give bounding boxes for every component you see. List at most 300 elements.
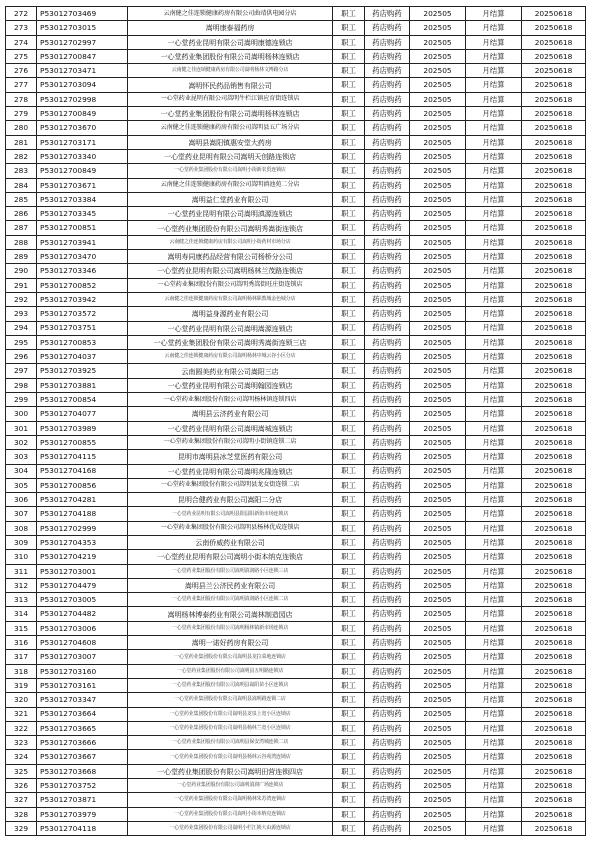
- settlement-category-cell: 药店购药: [365, 535, 410, 549]
- row-number-cell: 296: [6, 350, 37, 364]
- period-cell: 202505: [410, 149, 466, 163]
- period-cell: 202505: [410, 407, 466, 421]
- period-cell: 202505: [410, 64, 466, 78]
- settlement-date-cell: 20250618: [522, 149, 586, 163]
- settlement-method-cell: 月结算: [466, 7, 522, 21]
- table-row: [6, 793, 586, 807]
- insured-type-cell: 职工: [333, 750, 365, 764]
- period-cell: 202505: [410, 350, 466, 364]
- table-row: [6, 35, 586, 49]
- period-cell: 202505: [410, 721, 466, 735]
- settlement-date-cell: 20250618: [522, 550, 586, 564]
- institution-name-cell: 一心堂药业集团股份有限公司嵩明县保安湾城连锁二店: [128, 736, 333, 750]
- institution-code-cell: P53012703384: [37, 192, 128, 206]
- settlement-category-cell: 药店购药: [365, 807, 410, 821]
- insured-type-cell: 职工: [333, 736, 365, 750]
- settlement-date-cell: 20250618: [522, 335, 586, 349]
- institution-name-cell: 一心堂药业集团股份有限公司嵩明秀嵩街连锁店: [128, 221, 333, 235]
- row-number-cell: 305: [6, 478, 37, 492]
- settlement-category-cell: 药店购药: [365, 350, 410, 364]
- settlement-method-cell: 月结算: [466, 321, 522, 335]
- institution-name-cell: 云南健之佳连锁健康药房有限公司嵩明杨林文博路分店: [128, 64, 333, 78]
- insured-type-cell: 职工: [333, 292, 365, 306]
- period-cell: 202505: [410, 707, 466, 721]
- table-row: [6, 478, 586, 492]
- insured-type-cell: 职工: [333, 121, 365, 135]
- settlement-method-cell: 月结算: [466, 764, 522, 778]
- settlement-method-cell: 月结算: [466, 250, 522, 264]
- settlement-date-cell: 20250618: [522, 721, 586, 735]
- settlement-date-cell: 20250618: [522, 421, 586, 435]
- settlement-category-cell: 药店购药: [365, 92, 410, 106]
- row-number-cell: 299: [6, 393, 37, 407]
- period-cell: 202505: [410, 250, 466, 264]
- settlement-category-cell: 药店购药: [365, 607, 410, 621]
- institution-name-cell: 一心堂药业集团股份有限公司嵩明杨林连锁店: [128, 49, 333, 63]
- insured-type-cell: 职工: [333, 278, 365, 292]
- settlement-category-cell: 药店购药: [365, 578, 410, 592]
- institution-name-cell: 云南圆美药业有限公司嵩阳三店: [128, 364, 333, 378]
- insured-type-cell: 职工: [333, 7, 365, 21]
- settlement-category-cell: 药店购药: [365, 779, 410, 793]
- settlement-category-cell: 药店购药: [365, 78, 410, 92]
- table-row: [6, 107, 586, 121]
- settlement-date-cell: 20250618: [522, 693, 586, 707]
- insured-type-cell: 职工: [333, 693, 365, 707]
- institution-code-cell: P53012703015: [37, 21, 128, 35]
- table-row: [6, 564, 586, 578]
- institution-code-cell: P53012704219: [37, 550, 128, 564]
- institution-name-cell: 嵩明县兰公济民药业有限公司: [128, 578, 333, 592]
- institution-code-cell: P53012702999: [37, 521, 128, 535]
- settlement-date-cell: 20250618: [522, 178, 586, 192]
- settlement-category-cell: 药店购药: [365, 364, 410, 378]
- insured-type-cell: 职工: [333, 21, 365, 35]
- settlement-method-cell: 月结算: [466, 736, 522, 750]
- institution-name-cell: 一心堂药业集团股份有限公司嵩明秀嵩街连锁三店: [128, 335, 333, 349]
- institution-code-cell: P53012704353: [37, 535, 128, 549]
- insured-type-cell: 职工: [333, 636, 365, 650]
- insured-type-cell: 职工: [333, 621, 365, 635]
- table-row: [6, 650, 586, 664]
- institution-code-cell: P53012703094: [37, 78, 128, 92]
- settlement-date-cell: 20250618: [522, 650, 586, 664]
- institution-code-cell: P53012703668: [37, 764, 128, 778]
- settlement-category-cell: 药店购药: [365, 750, 410, 764]
- settlement-date-cell: 20250618: [522, 35, 586, 49]
- row-number-cell: 298: [6, 378, 37, 392]
- row-number-cell: 309: [6, 535, 37, 549]
- table-row: [6, 149, 586, 163]
- row-number-cell: 317: [6, 650, 37, 664]
- table-row: [6, 350, 586, 364]
- table-row: [6, 821, 586, 835]
- settlement-date-cell: 20250618: [522, 507, 586, 521]
- settlement-category-cell: 药店购药: [365, 250, 410, 264]
- settlement-date-cell: 20250618: [522, 664, 586, 678]
- institution-name-cell: 一心堂药业集团股份有限公司嵩明滇润路小区连锁二店: [128, 593, 333, 607]
- table-row: [6, 121, 586, 135]
- period-cell: 202505: [410, 321, 466, 335]
- settlement-category-cell: 药店购药: [365, 550, 410, 564]
- institution-code-cell: P53012704118: [37, 821, 128, 835]
- settlement-category-cell: 药店购药: [365, 264, 410, 278]
- insured-type-cell: 职工: [333, 192, 365, 206]
- table-row: [6, 464, 586, 478]
- institution-code-cell: P53012704115: [37, 450, 128, 464]
- settlement-method-cell: 月结算: [466, 121, 522, 135]
- insured-type-cell: 职工: [333, 321, 365, 335]
- table-row: [6, 707, 586, 721]
- settlement-category-cell: 药店购药: [365, 435, 410, 449]
- institution-code-cell: P53012704608: [37, 636, 128, 650]
- institution-code-cell: P53012703471: [37, 64, 128, 78]
- insured-type-cell: 职工: [333, 350, 365, 364]
- institution-code-cell: P53012700853: [37, 335, 128, 349]
- institution-name-cell: 云南健之佳连锁健康药房有限公司曲靖供电园分店: [128, 7, 333, 21]
- settlement-category-cell: 药店购药: [365, 121, 410, 135]
- settlement-method-cell: 月结算: [466, 664, 522, 678]
- period-cell: 202505: [410, 49, 466, 63]
- institution-name-cell: 一心堂药业昆明有限公司嵩明牛栏江镇应育街连锁店: [128, 92, 333, 106]
- institution-code-cell: P53012703001: [37, 564, 128, 578]
- settlement-method-cell: 月结算: [466, 178, 522, 192]
- insured-type-cell: 职工: [333, 821, 365, 835]
- period-cell: 202505: [410, 221, 466, 235]
- settlement-method-cell: 月结算: [466, 350, 522, 364]
- institution-name-cell: 一心堂药业昆明有限公司嵩明嵩源连锁店: [128, 321, 333, 335]
- institution-code-cell: P53012703345: [37, 207, 128, 221]
- settlement-method-cell: 月结算: [466, 435, 522, 449]
- institution-name-cell: 一心堂药业集团股份有限公司嵩明杨林连锁店: [128, 107, 333, 121]
- institution-name-cell: 昆明合健药业有限公司嵩阳二分店: [128, 493, 333, 507]
- period-cell: 202505: [410, 650, 466, 664]
- institution-code-cell: P53012700849: [37, 107, 128, 121]
- settlement-date-cell: 20250618: [522, 78, 586, 92]
- institution-code-cell: P53012703666: [37, 736, 128, 750]
- settlement-category-cell: 药店购药: [365, 307, 410, 321]
- settlement-date-cell: 20250618: [522, 821, 586, 835]
- settlement-date-cell: 20250618: [522, 264, 586, 278]
- settlement-date-cell: 20250618: [522, 235, 586, 249]
- settlement-category-cell: 药店购药: [365, 35, 410, 49]
- table-row: [6, 807, 586, 821]
- institution-code-cell: P53012702997: [37, 35, 128, 49]
- settlement-method-cell: 月结算: [466, 278, 522, 292]
- settlement-category-cell: 药店购药: [365, 593, 410, 607]
- period-cell: 202505: [410, 779, 466, 793]
- settlement-category-cell: 药店购药: [365, 764, 410, 778]
- insured-type-cell: 职工: [333, 107, 365, 121]
- settlement-method-cell: 月结算: [466, 235, 522, 249]
- settlement-method-cell: 月结算: [466, 521, 522, 535]
- insured-type-cell: 职工: [333, 764, 365, 778]
- insured-type-cell: 职工: [333, 250, 365, 264]
- row-number-cell: 313: [6, 593, 37, 607]
- table-row: [6, 407, 586, 421]
- settlement-method-cell: 月结算: [466, 507, 522, 521]
- institution-name-cell: 一心堂药业集团股份有限公司嵩明滇润广场连锁店: [128, 779, 333, 793]
- insured-type-cell: 职工: [333, 135, 365, 149]
- settlement-method-cell: 月结算: [466, 750, 522, 764]
- row-number-cell: 277: [6, 78, 37, 92]
- period-cell: 202505: [410, 664, 466, 678]
- table-row: [6, 364, 586, 378]
- period-cell: 202505: [410, 693, 466, 707]
- reimbursement-table: [5, 6, 586, 836]
- row-number-cell: 279: [6, 107, 37, 121]
- row-number-cell: 295: [6, 335, 37, 349]
- settlement-method-cell: 月结算: [466, 292, 522, 306]
- period-cell: 202505: [410, 564, 466, 578]
- institution-name-cell: 一心堂药业昆明有限公司嵩明康德连锁店: [128, 35, 333, 49]
- institution-code-cell: P53012700852: [37, 278, 128, 292]
- settlement-date-cell: 20250618: [522, 464, 586, 478]
- period-cell: 202505: [410, 736, 466, 750]
- settlement-category-cell: 药店购药: [365, 707, 410, 721]
- institution-code-cell: P53012702998: [37, 92, 128, 106]
- settlement-date-cell: 20250618: [522, 407, 586, 421]
- institution-name-cell: 一心堂药业集团股份有限公司嵩明小街新农贸连锁店: [128, 164, 333, 178]
- row-number-cell: 319: [6, 678, 37, 692]
- institution-code-cell: P53012703670: [37, 121, 128, 135]
- institution-code-cell: P53012704479: [37, 578, 128, 592]
- settlement-method-cell: 月结算: [466, 450, 522, 464]
- period-cell: 202505: [410, 21, 466, 35]
- institution-code-cell: P53012703006: [37, 621, 128, 635]
- institution-name-cell: 一心堂药业昆明有限公司嵩明小街本纳克连锁店: [128, 550, 333, 564]
- table-row: [6, 278, 586, 292]
- insured-type-cell: 职工: [333, 49, 365, 63]
- settlement-category-cell: 药店购药: [365, 421, 410, 435]
- settlement-date-cell: 20250618: [522, 378, 586, 392]
- settlement-category-cell: 药店购药: [365, 478, 410, 492]
- settlement-category-cell: 药店购药: [365, 821, 410, 835]
- row-number-cell: 291: [6, 278, 37, 292]
- settlement-date-cell: 20250618: [522, 121, 586, 135]
- institution-name-cell: 一心堂药业昆明有限公司嵩明嵩城连锁店: [128, 421, 333, 435]
- table-row: [6, 207, 586, 221]
- period-cell: 202505: [410, 192, 466, 206]
- period-cell: 202505: [410, 235, 466, 249]
- table-row: [6, 192, 586, 206]
- institution-code-cell: P53012700856: [37, 478, 128, 492]
- row-number-cell: 310: [6, 550, 37, 564]
- settlement-date-cell: 20250618: [522, 364, 586, 378]
- row-number-cell: 308: [6, 521, 37, 535]
- insured-type-cell: 职工: [333, 92, 365, 106]
- insured-type-cell: 职工: [333, 378, 365, 392]
- institution-code-cell: P53012703751: [37, 321, 128, 335]
- table-row: [6, 92, 586, 106]
- table-row: [6, 764, 586, 778]
- period-cell: 202505: [410, 607, 466, 621]
- period-cell: 202505: [410, 621, 466, 635]
- institution-code-cell: P53012703340: [37, 149, 128, 163]
- period-cell: 202505: [410, 164, 466, 178]
- settlement-method-cell: 月结算: [466, 421, 522, 435]
- period-cell: 202505: [410, 107, 466, 121]
- settlement-category-cell: 药店购药: [365, 621, 410, 635]
- table-row: [6, 378, 586, 392]
- settlement-category-cell: 药店购药: [365, 164, 410, 178]
- settlement-method-cell: 月结算: [466, 78, 522, 92]
- row-number-cell: 281: [6, 135, 37, 149]
- table-row: [6, 507, 586, 521]
- table-body: [6, 7, 586, 836]
- insured-type-cell: 职工: [333, 793, 365, 807]
- period-cell: 202505: [410, 450, 466, 464]
- table-row: [6, 550, 586, 564]
- institution-code-cell: P53012704188: [37, 507, 128, 521]
- institution-name-cell: 一心堂药业集团股份有限公司嵩明县龙女街连锁二店: [128, 478, 333, 492]
- settlement-category-cell: 药店购药: [365, 650, 410, 664]
- period-cell: 202505: [410, 578, 466, 592]
- settlement-date-cell: 20250618: [522, 7, 586, 21]
- table-row: [6, 607, 586, 621]
- table-row: [6, 636, 586, 650]
- table-row: [6, 664, 586, 678]
- row-number-cell: 315: [6, 621, 37, 635]
- table-row: [6, 292, 586, 306]
- settlement-date-cell: 20250618: [522, 750, 586, 764]
- period-cell: 202505: [410, 35, 466, 49]
- settlement-method-cell: 月结算: [466, 707, 522, 721]
- settlement-method-cell: 月结算: [466, 807, 522, 821]
- settlement-method-cell: 月结算: [466, 593, 522, 607]
- settlement-method-cell: 月结算: [466, 550, 522, 564]
- period-cell: 202505: [410, 364, 466, 378]
- settlement-date-cell: 20250618: [522, 135, 586, 149]
- row-number-cell: 327: [6, 793, 37, 807]
- settlement-date-cell: 20250618: [522, 393, 586, 407]
- row-number-cell: 321: [6, 707, 37, 721]
- settlement-date-cell: 20250618: [522, 564, 586, 578]
- institution-name-cell: 一心堂药业集团股份有限公司嵩明小栏江锁大由源连锁店: [128, 821, 333, 835]
- period-cell: 202505: [410, 335, 466, 349]
- insured-type-cell: 职工: [333, 64, 365, 78]
- settlement-method-cell: 月结算: [466, 192, 522, 206]
- settlement-date-cell: 20250618: [522, 207, 586, 221]
- table-row: [6, 750, 586, 764]
- insured-type-cell: 职工: [333, 364, 365, 378]
- settlement-method-cell: 月结算: [466, 621, 522, 635]
- insured-type-cell: 职工: [333, 149, 365, 163]
- row-number-cell: 302: [6, 435, 37, 449]
- institution-code-cell: P53012703989: [37, 421, 128, 435]
- table-row: [6, 736, 586, 750]
- insured-type-cell: 职工: [333, 221, 365, 235]
- row-number-cell: 300: [6, 407, 37, 421]
- institution-name-cell: 一心堂药业昆明有限公司嵩明县阳县阳新街市场连锁店: [128, 507, 333, 521]
- settlement-category-cell: 药店购药: [365, 7, 410, 21]
- insured-type-cell: 职工: [333, 335, 365, 349]
- institution-code-cell: P53012703160: [37, 664, 128, 678]
- insured-type-cell: 职工: [333, 407, 365, 421]
- settlement-date-cell: 20250618: [522, 350, 586, 364]
- settlement-category-cell: 药店购药: [365, 507, 410, 521]
- institution-code-cell: P53012700854: [37, 393, 128, 407]
- row-number-cell: 276: [6, 64, 37, 78]
- table-row: [6, 64, 586, 78]
- settlement-date-cell: 20250618: [522, 221, 586, 235]
- insured-type-cell: 职工: [333, 550, 365, 564]
- institution-code-cell: P53012704077: [37, 407, 128, 421]
- insured-type-cell: 职工: [333, 779, 365, 793]
- institution-code-cell: P53012704037: [37, 350, 128, 364]
- row-number-cell: 322: [6, 721, 37, 735]
- settlement-date-cell: 20250618: [522, 779, 586, 793]
- settlement-method-cell: 月结算: [466, 107, 522, 121]
- period-cell: 202505: [410, 207, 466, 221]
- insured-type-cell: 职工: [333, 393, 365, 407]
- period-cell: 202505: [410, 764, 466, 778]
- settlement-method-cell: 月结算: [466, 478, 522, 492]
- institution-name-cell: 嵩明杨林博泰药业有限公司嵩林制造园店: [128, 607, 333, 621]
- institution-name-cell: 一心堂药业集团股份有限公司嵩明县龙拉菜地连锁店: [128, 650, 333, 664]
- institution-code-cell: P53012703161: [37, 678, 128, 692]
- table-row: [6, 535, 586, 549]
- settlement-method-cell: 月结算: [466, 693, 522, 707]
- settlement-method-cell: 月结算: [466, 393, 522, 407]
- table-row: [6, 421, 586, 435]
- period-cell: 202505: [410, 678, 466, 692]
- institution-name-cell: 嵩明益仁堂药业有限公司: [128, 192, 333, 206]
- institution-name-cell: 云南健之佳连锁健康药房有限公司嵩明县五广场分店: [128, 121, 333, 135]
- period-cell: 202505: [410, 178, 466, 192]
- settlement-date-cell: 20250618: [522, 307, 586, 321]
- institution-name-cell: 一心堂药业集团股份有限公司嵩明县五明路连锁店: [128, 664, 333, 678]
- settlement-date-cell: 20250618: [522, 107, 586, 121]
- table-row: [6, 235, 586, 249]
- insured-type-cell: 职工: [333, 178, 365, 192]
- table-row: [6, 450, 586, 464]
- institution-code-cell: P53012703979: [37, 807, 128, 821]
- settlement-category-cell: 药店购药: [365, 149, 410, 163]
- insured-type-cell: 职工: [333, 450, 365, 464]
- institution-code-cell: P53012704281: [37, 493, 128, 507]
- institution-name-cell: 一心堂药业集团股份有限公司嵩明田营连锁四店: [128, 764, 333, 778]
- table-row: [6, 521, 586, 535]
- settlement-category-cell: 药店购药: [365, 464, 410, 478]
- settlement-category-cell: 药店购药: [365, 521, 410, 535]
- settlement-method-cell: 月结算: [466, 64, 522, 78]
- settlement-category-cell: 药店购药: [365, 107, 410, 121]
- insured-type-cell: 职工: [333, 507, 365, 521]
- period-cell: 202505: [410, 378, 466, 392]
- settlement-method-cell: 月结算: [466, 207, 522, 221]
- settlement-date-cell: 20250618: [522, 807, 586, 821]
- insured-type-cell: 职工: [333, 707, 365, 721]
- insured-type-cell: 职工: [333, 235, 365, 249]
- row-number-cell: 282: [6, 149, 37, 163]
- institution-name-cell: 嵩明怀民药品销售有限公司: [128, 78, 333, 92]
- settlement-date-cell: 20250618: [522, 49, 586, 63]
- row-number-cell: 312: [6, 578, 37, 592]
- settlement-date-cell: 20250618: [522, 607, 586, 621]
- period-cell: 202505: [410, 807, 466, 821]
- period-cell: 202505: [410, 307, 466, 321]
- institution-name-cell: 云南健之佳连锁健康药房有限公司嵩明杨林职教城金色城分店: [128, 292, 333, 306]
- settlement-category-cell: 药店购药: [365, 693, 410, 707]
- settlement-method-cell: 月结算: [466, 464, 522, 478]
- settlement-method-cell: 月结算: [466, 335, 522, 349]
- row-number-cell: 326: [6, 779, 37, 793]
- institution-code-cell: P53012703925: [37, 364, 128, 378]
- row-number-cell: 280: [6, 121, 37, 135]
- row-number-cell: 307: [6, 507, 37, 521]
- row-number-cell: 289: [6, 250, 37, 264]
